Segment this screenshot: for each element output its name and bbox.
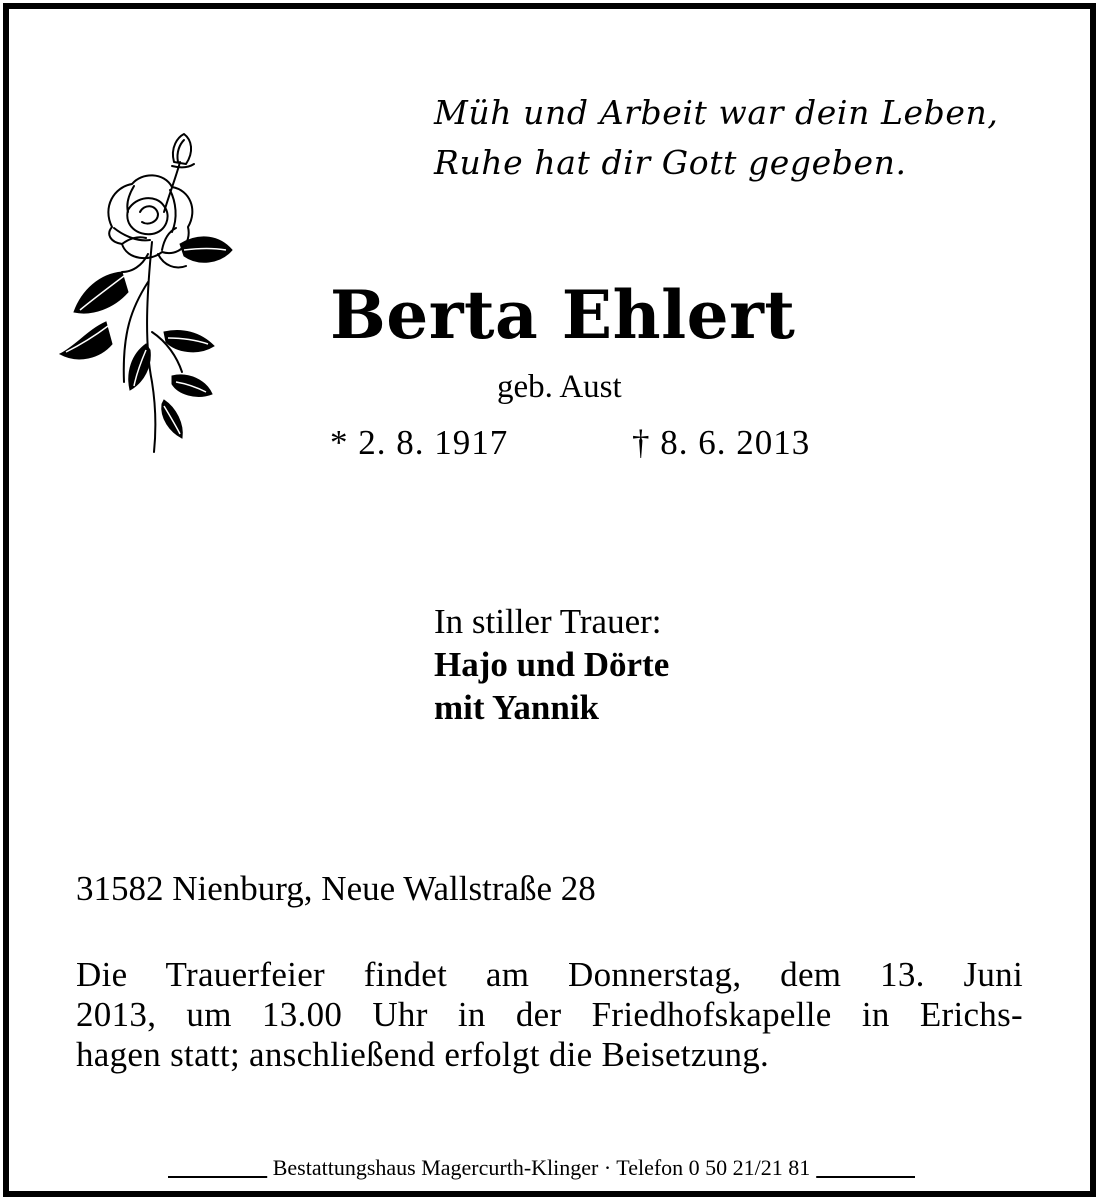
birth-date: * 2. 8. 1917 xyxy=(330,423,509,462)
footer xyxy=(168,1155,915,1185)
mourners-line-2: mit Yannik xyxy=(434,688,600,727)
service-info xyxy=(76,955,1023,1075)
address: 31582 Nienburg, Neue Wallstraße 28 xyxy=(76,869,596,908)
death-date: † 8. 6. 2013 xyxy=(632,423,811,462)
service-line-3: hagen statt; anschließend erfolgt die Beisetzung. xyxy=(76,1035,770,1074)
verse-line-1: Müh und Arbeit war dein Leben, xyxy=(434,93,999,132)
rose-icon xyxy=(52,132,237,457)
mourners-block xyxy=(434,600,669,729)
service-line-1: Die Trauerfeier findet am Donnerstag, dem 13. Juni xyxy=(76,955,1023,994)
maiden-name: geb. Aust xyxy=(497,369,622,405)
service-line-2: 2013, um 13.00 Uhr in der Friedhofskapelle in Erichs- xyxy=(76,995,1023,1034)
mourning-intro: In stiller Trauer: xyxy=(434,602,662,641)
deceased-name: Berta Ehlert xyxy=(330,276,796,354)
verse xyxy=(434,88,998,188)
mourners-line-1: Hajo und Dörte xyxy=(434,645,670,684)
verse-line-2: Ruhe hat dir Gott gegeben. xyxy=(434,143,907,182)
funeral-home-contact: Bestattungshaus Magercurth-Klinger · Telefon 0 50 21/21 81 xyxy=(267,1155,817,1181)
